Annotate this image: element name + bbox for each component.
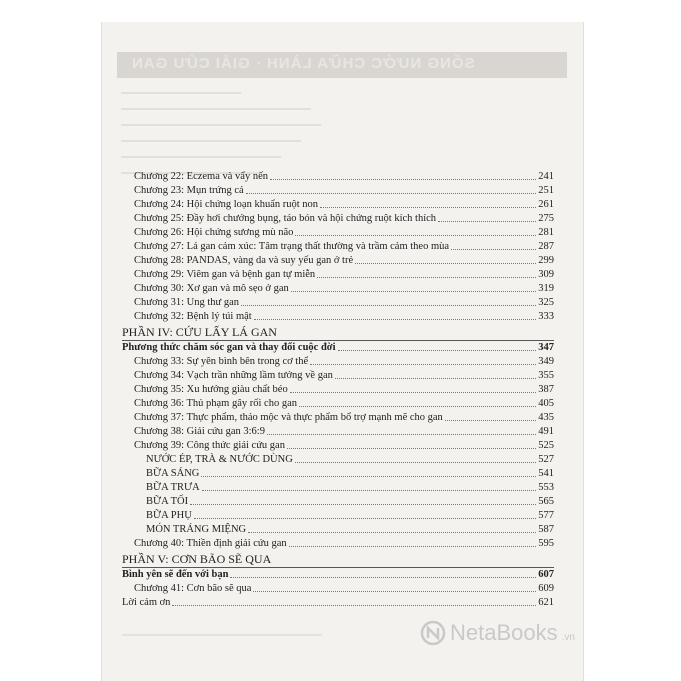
ghost-header-title: SỐNG NƯỚC CHỮA LÀNH · GIẢI CỨU GAN [131, 55, 475, 72]
toc-entry-title: Chương 41: Cơn bão sẽ qua [134, 583, 252, 594]
toc-entry-page: 435 [538, 412, 554, 423]
toc-entry-page: 587 [538, 524, 554, 535]
toc-entry-title: Chương 37: Thực phẩm, thảo mộc và thực phẩm bổ trợ mạnh mẽ cho gan [134, 412, 443, 423]
toc-entry-title: Chương 22: Eczema và vẩy nến [134, 171, 268, 182]
toc-entry-title: Bình yên sẽ đến với bạn [122, 569, 229, 580]
toc-entry-title: Chương 28: PANDAS, vàng da và suy yếu gan ở trẻ [134, 255, 354, 266]
toc-entry [134, 425, 554, 439]
toc-entry [122, 596, 554, 610]
toc-entry [134, 184, 554, 198]
toc-entry-page: 275 [538, 213, 554, 224]
toc-entry-page: 621 [538, 597, 554, 608]
toc-entry-title: Chương 23: Mụn trứng cá [134, 185, 244, 196]
toc-recipe-entry [146, 509, 554, 523]
toc-entry-page: 241 [538, 171, 554, 182]
toc-entry-page: 491 [538, 426, 554, 437]
ghost-line [122, 634, 322, 636]
toc-entry [134, 310, 554, 324]
toc-entry-title: Chương 39: Công thức giải cứu gan [134, 440, 285, 451]
toc-entry-title: BỮA TRƯA [146, 482, 200, 493]
toc-entry-title: Chương 32: Bệnh lý túi mật [134, 311, 252, 322]
toc-entry-page: 261 [538, 199, 554, 210]
toc-entry-page: 309 [538, 269, 554, 280]
toc-entry-page: 333 [538, 311, 554, 322]
watermark-suffix: .vn [561, 631, 575, 643]
toc-entry-page: 325 [538, 297, 554, 308]
toc-entry [134, 198, 554, 212]
toc-entry-page: 527 [538, 454, 554, 465]
toc-entry-page: 577 [538, 510, 554, 521]
toc-entry-title: Chương 34: Vạch trần những lầm tưởng về gan [134, 370, 333, 381]
toc-entry-title: Lời cảm ơn [122, 597, 171, 608]
toc-entry-title: Chương 29: Viêm gan và bệnh gan tự miễn [134, 269, 316, 280]
toc-entry-page: 541 [538, 468, 554, 479]
toc-subheading [122, 568, 554, 582]
toc-entry-title: Chương 33: Sự yên bình bên trong cơ thể [134, 356, 309, 367]
toc-entry-title: Chương 35: Xu hướng giàu chất béo [134, 384, 288, 395]
toc-entry-page: 609 [538, 583, 554, 594]
toc-entry [134, 296, 554, 310]
toc-recipe-entry [146, 495, 554, 509]
toc-entry [134, 383, 554, 397]
watermark [420, 620, 575, 646]
toc-entry [134, 369, 554, 383]
toc-entry [134, 411, 554, 425]
toc-recipe-entry [146, 523, 554, 537]
toc-entry-title: Chương 30: Xơ gan và mô sẹo ở gan [134, 283, 289, 294]
watermark-brand: NetaBooks [450, 620, 558, 645]
toc-entry-page: 565 [538, 496, 554, 507]
toc-entry-title: Chương 31: Ung thư gan [134, 297, 240, 308]
toc-entry-page: 349 [538, 356, 554, 367]
toc-recipe-entry [146, 453, 554, 467]
toc-entry-title: Phương thức chăm sóc gan và thay đổi cuộc đời [122, 342, 336, 353]
toc-entry [134, 268, 554, 282]
toc-entry-page: 553 [538, 482, 554, 493]
toc-entry-page: 287 [538, 241, 554, 252]
toc-entry [134, 212, 554, 226]
toc-entry [134, 439, 554, 453]
toc-entry-title: BỮA SÁNG [146, 468, 200, 479]
toc-entry-title: NƯỚC ÉP, TRÀ & NƯỚC DÙNG [146, 454, 293, 465]
toc-entry-title: BỮA TỐI [146, 496, 189, 507]
toc-entry-title: Chương 27: Lá gan cảm xúc: Tâm trạng thất thường và trầm cảm theo mùa [134, 241, 450, 252]
book-page [101, 22, 584, 681]
toc-entry-title: BỮA PHỤ [146, 510, 192, 521]
toc-entry [134, 355, 554, 369]
toc-entry-page: 355 [538, 370, 554, 381]
part-heading: PHẦN V: CƠN BÃO SẼ QUA [122, 552, 272, 566]
toc-entry [134, 537, 554, 551]
toc-entry-title: Chương 25: Đầy hơi chướng bụng, táo bón và hội chứng ruột kích thích [134, 213, 437, 224]
toc-entry [134, 240, 554, 254]
toc-entry [134, 170, 554, 184]
toc-entry-title: Chương 24: Hội chứng loạn khuẩn ruột non [134, 199, 319, 210]
toc-entry [134, 226, 554, 240]
toc-entry-page: 281 [538, 227, 554, 238]
toc-entry-title: Chương 38: Giải cứu gan 3:6:9 [134, 426, 265, 437]
toc-entry-page: 299 [538, 255, 554, 266]
toc-entry [134, 582, 554, 596]
toc-recipe-entry [146, 481, 554, 495]
toc-entry-page: 525 [538, 440, 554, 451]
toc-entry-page: 251 [538, 185, 554, 196]
toc-entry-title: Chương 36: Thủ phạm gây rối cho gan [134, 398, 297, 409]
toc-entry-page: 387 [538, 384, 554, 395]
toc-entry-title: Chương 26: Hội chứng sương mù não [134, 227, 294, 238]
toc-entry-title: MÓN TRÁNG MIỆNG [146, 524, 247, 535]
toc-entry [134, 397, 554, 411]
toc-entry-page: 319 [538, 283, 554, 294]
toc-entry-page: 347 [538, 342, 554, 353]
toc-entry-title: Chương 40: Thiền định giải cứu gan [134, 538, 287, 549]
toc-entry-page: 405 [538, 398, 554, 409]
toc-entry-page: 595 [538, 538, 554, 549]
toc-entry [134, 254, 554, 268]
part-heading: PHẦN IV: CỨU LẤY LÁ GAN [122, 325, 277, 339]
toc-subheading [122, 341, 554, 355]
table-of-contents [102, 22, 583, 681]
toc-recipe-entry [146, 467, 554, 481]
netabooks-logo-icon [420, 620, 446, 646]
toc-entry [134, 282, 554, 296]
toc-entry-page: 607 [538, 569, 554, 580]
